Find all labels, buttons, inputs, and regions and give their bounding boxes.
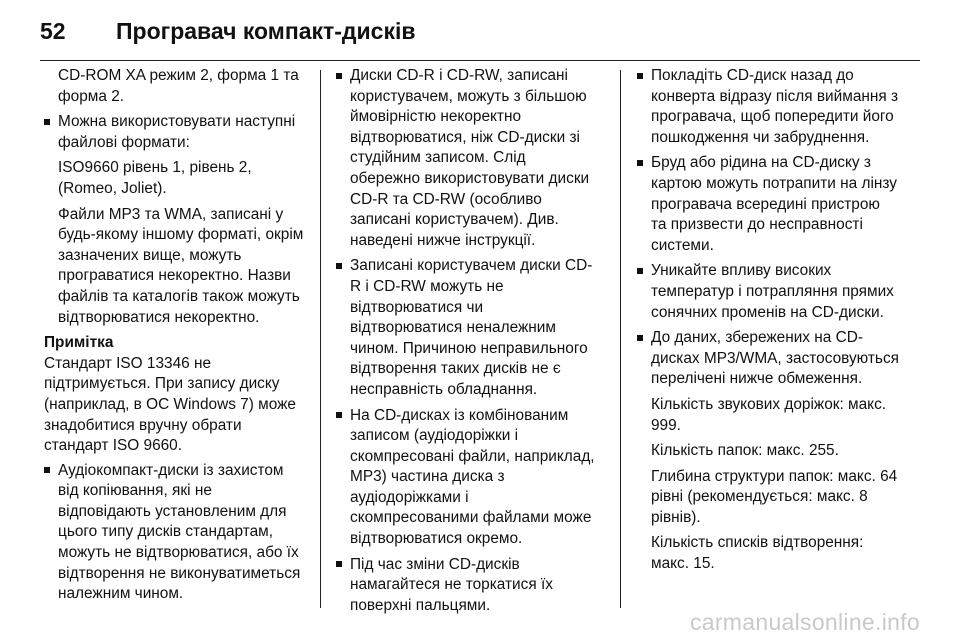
limit-folder-depth: Глибина структури папок: макс. 64 рівні (рекомендується: макс. 8 рівнів).: [651, 467, 898, 526]
bullet-item-copy-protection: [44, 461, 306, 605]
column-3: [637, 66, 899, 580]
bullet-text: На CD-дисках із комбінованим записом (аудіодоріжки і скомпресовані файли, наприклад, MP3) частина диска з аудіодоріжками і скомпресованими файлами може відтворюватися окремо.: [350, 406, 595, 548]
bullet-item-user-recorded: [336, 256, 598, 400]
limit-folders: Кількість папок: макс. 255.: [651, 442, 839, 460]
format-iso-levels: ISO9660 рівень 1, рівень 2, (Romeo, Joliet).: [58, 159, 252, 197]
watermark: carmanualsonline.info: [689, 609, 920, 635]
column-divider-1: [320, 70, 321, 608]
bullet-item-cdr-cdrw: [336, 66, 598, 251]
note-text: Стандарт ISO 13346 не підтримується. При запису диску (наприклад, в ОС Windows 7) може знадобитися вручну обрати стандарт ISO 9660.: [44, 354, 296, 455]
bullet-item-storage: [637, 66, 899, 148]
note-title: Примітка: [44, 334, 114, 352]
limit-tracks: Кількість звукових доріжок: макс. 999.: [651, 395, 887, 434]
note-block: [44, 333, 306, 457]
bullet-text: Записані користувачем диски CD-R і CD-RW можуть не відтворюватися чи відтворюватися неналежним чином. Причиною неправильного відтворення таких дисків не є несправність обладнання.: [350, 257, 593, 398]
bullet-text: Можна використовувати наступні файлові формати:: [58, 113, 296, 151]
bullet-text: Під час зміни CD-дисків намагайтеся не торкатися їх поверхні пальцями.: [350, 555, 553, 614]
bullet-item-mixed-mode: [336, 406, 598, 550]
bullet-text: Бруд або рідина на CD-диску з картою можуть потрапити на лінзу програвача всередині пристрою та призвести до несправності системи.: [651, 154, 897, 254]
bullet-item-dirt: [637, 153, 899, 256]
column-1: [44, 66, 306, 610]
bullet-item-mp3-wma-limits: [637, 328, 899, 390]
continued-text: CD-ROM XA режим 2, форма 1 та форма 2.: [58, 67, 299, 105]
bullet-item-formats: [44, 112, 306, 153]
column-divider-2: [620, 70, 621, 608]
bullet-text: До даних, збережених на CD-дисках MP3/WMA, застосовуються перелічені нижче обмеження.: [651, 329, 899, 388]
limit-playlists: Кількість списків відтворення: макс. 15.: [651, 534, 864, 573]
bullet-text: Диски CD-R і CD-RW, записані користувачем, можуть з більшою ймовірністю некоректно відтворюватися, ніж CD-диски зі студійним записом. Слід обережно використовувати диски CD-R та CD-RW (особливо записані користувачем). Див. наведені нижче інструкції.: [350, 67, 590, 249]
page-title: Програвач компакт-дисків: [116, 18, 416, 44]
bullet-text: Покладіть CD-диск назад до конверта відразу після виймання з програвача, щоб попередити його пошкодження чи забруднення.: [651, 67, 899, 146]
bullet-text: Аудіокомпакт-диски із захистом від копіювання, які не відповідають установленим для цього типу дисків стандартам, можуть не відтворюватися, або їх відтворення не виконуватиметься належним чином.: [58, 461, 301, 603]
page-number: 52: [40, 18, 66, 44]
header-rule: [40, 60, 920, 61]
bullet-item-heat: [637, 261, 899, 323]
format-mp3-wma-note: Файли MP3 та WMA, записані у будь-якому іншому форматі, окрім зазначених вище, можуть програватися некоректно. Назви файлів та каталогів також можуть відтворюватися некоректно.: [58, 205, 304, 326]
bullet-item-handling: [336, 555, 598, 617]
bullet-text: Уникайте впливу високих температур і потрапляння прямих сонячних променів на CD-диски.: [651, 262, 894, 321]
page-header: [40, 18, 416, 45]
column-2: [336, 66, 598, 621]
